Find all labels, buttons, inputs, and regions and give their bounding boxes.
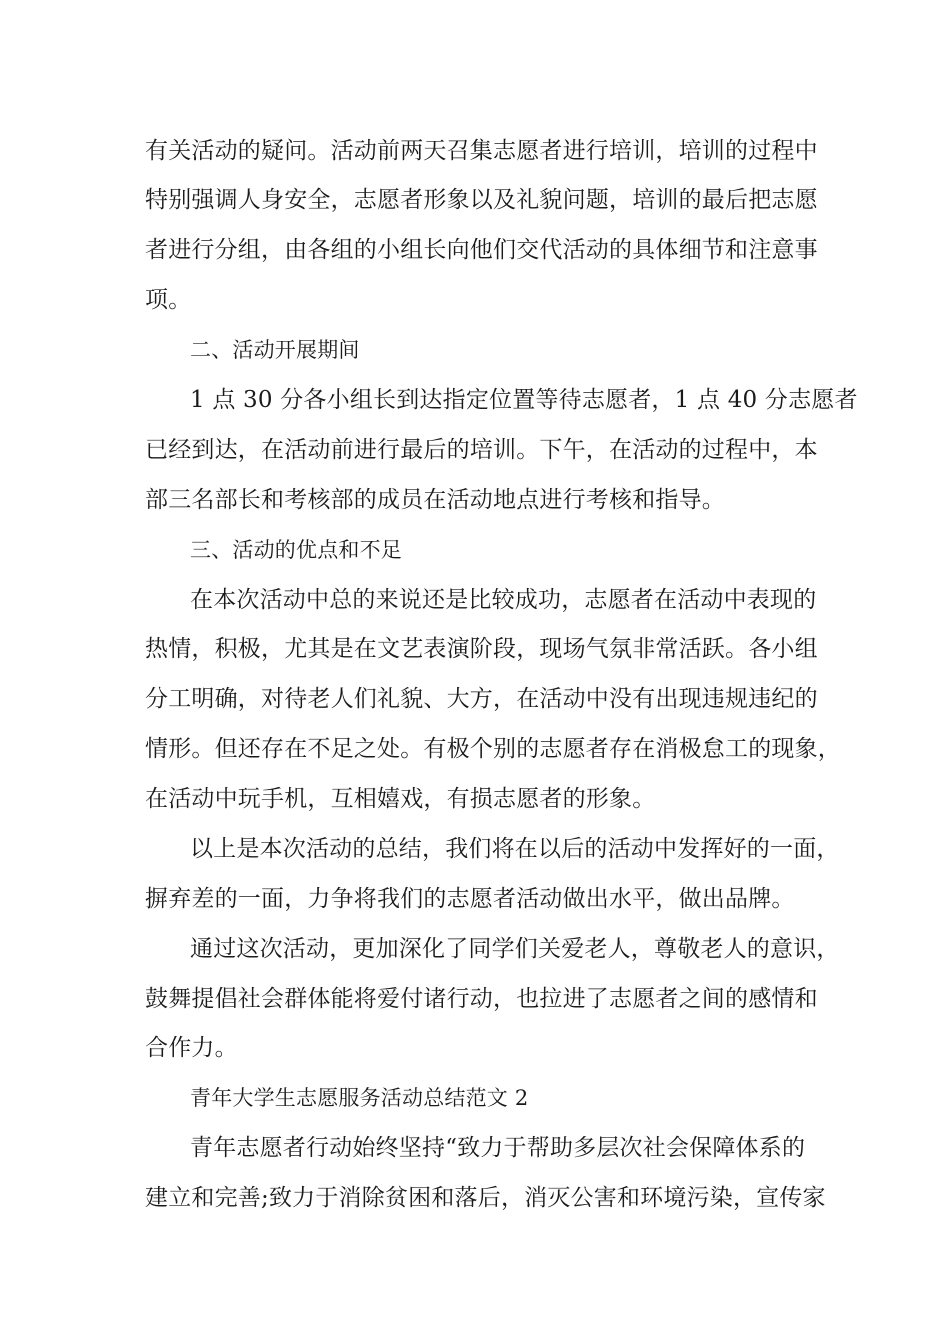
paragraph-line: 部三名部长和考核部的成员在活动地点进行考核和指导。 bbox=[145, 487, 725, 513]
paragraph-line: 摒弃差的一面，力争将我们的志愿者活动做出水平，做出品牌。 bbox=[145, 886, 795, 912]
paragraph-line: 特别强调人身安全，志愿者形象以及礼貌问题，培训的最后把志愿 bbox=[145, 187, 818, 213]
paragraph-line: 以上是本次活动的总结，我们将在以后的活动中发挥好的一面， bbox=[190, 836, 840, 862]
paragraph-line: 合作力。 bbox=[145, 1035, 238, 1061]
paragraph-line: 有关活动的疑问。活动前两天召集志愿者进行培训，培训的过程中 bbox=[145, 138, 818, 164]
paragraph-line: 鼓舞提倡社会群体能将爱付诸行动，也拉进了志愿者之间的感情和 bbox=[145, 986, 818, 1012]
paragraph-line: 项。 bbox=[145, 287, 192, 313]
paragraph-line: 1 点 30 分各小组长到达指定位置等待志愿者，1 点 40 分志愿者 bbox=[190, 387, 858, 413]
paragraph-line: 在活动中玩手机，互相嬉戏，有损志愿者的形象。 bbox=[145, 786, 656, 812]
section-heading: 三、活动的优点和不足 bbox=[190, 538, 402, 562]
paragraph-line: 建立和完善;致力于消除贫困和落后，消灭公害和环境污染，宣传家 bbox=[145, 1185, 826, 1211]
paragraph-line: 者进行分组，由各组的小组长向他们交代活动的具体细节和注意事 bbox=[145, 237, 818, 263]
paragraph-line: 已经到达，在活动前进行最后的培训。下午，在活动的过程中，本 bbox=[145, 437, 818, 463]
paragraph-line: 在本次活动中总的来说还是比较成功，志愿者在活动中表现的 bbox=[190, 587, 817, 613]
paragraph-line: 情形。但还存在不足之处。有极个别的志愿者存在消极怠工的现象， bbox=[145, 736, 841, 762]
paragraph-line: 青年志愿者行动始终坚持“致力于帮助多层次社会保障体系的 bbox=[190, 1135, 806, 1161]
section-heading: 二、活动开展期间 bbox=[190, 338, 360, 362]
paragraph-line: 分工明确，对待老人们礼貌、大方，在活动中没有出现违规违纪的 bbox=[145, 686, 818, 712]
paragraph-line: 热情，积极，尤其是在文艺表演阶段，现场气氛非常活跃。各小组 bbox=[145, 636, 818, 662]
paragraph-line: 通过这次活动，更加深化了同学们关爱老人，尊敬老人的意识， bbox=[190, 936, 840, 962]
document-title: 青年大学生志愿服务活动总结范文 2 bbox=[190, 1086, 529, 1110]
